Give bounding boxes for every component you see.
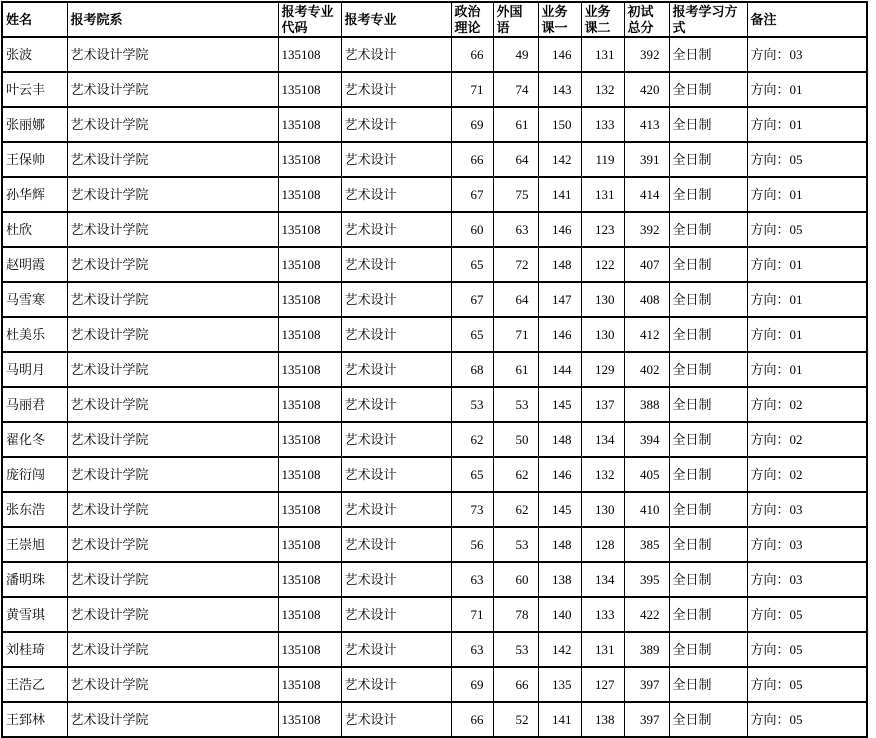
cell-study-mode: 全日制	[669, 317, 747, 352]
cell-total-score: 394	[624, 422, 669, 457]
cell-name: 杜欣	[2, 212, 67, 247]
cell-course2-score: 137	[581, 387, 624, 422]
cell-major-code: 135108	[278, 282, 341, 317]
cell-course1-score: 146	[538, 317, 581, 352]
cell-foreign-language-score: 64	[493, 282, 538, 317]
cell-name: 张波	[2, 37, 67, 72]
cell-major: 艺术设计	[341, 247, 451, 282]
table-row	[2, 107, 867, 142]
cell-major-code: 135108	[278, 247, 341, 282]
cell-major: 艺术设计	[341, 527, 451, 562]
cell-study-mode: 全日制	[669, 352, 747, 387]
cell-course1-score: 140	[538, 597, 581, 632]
cell-major-code: 135108	[278, 457, 341, 492]
table-row	[2, 457, 867, 492]
cell-total-score: 388	[624, 387, 669, 422]
cell-course2-score: 133	[581, 107, 624, 142]
cell-course1-score: 148	[538, 422, 581, 457]
cell-name: 王郅林	[2, 702, 67, 737]
cell-course2-score: 131	[581, 632, 624, 667]
cell-major-code: 135108	[278, 492, 341, 527]
cell-course1-score: 144	[538, 352, 581, 387]
cell-foreign-language-score: 53	[493, 632, 538, 667]
cell-major-code: 135108	[278, 37, 341, 72]
cell-foreign-language-score: 63	[493, 212, 538, 247]
cell-name: 潘明珠	[2, 562, 67, 597]
cell-study-mode: 全日制	[669, 142, 747, 177]
cell-course2-score: 130	[581, 492, 624, 527]
cell-foreign-language-score: 78	[493, 597, 538, 632]
cell-department: 艺术设计学院	[67, 177, 278, 212]
cell-remarks: 方向：02	[747, 457, 867, 492]
cell-course1-score: 143	[538, 72, 581, 107]
column-header-course2-score: 业务课二	[581, 2, 624, 37]
cell-department: 艺术设计学院	[67, 212, 278, 247]
cell-course2-score: 132	[581, 72, 624, 107]
cell-course2-score: 130	[581, 317, 624, 352]
cell-remarks: 方向：05	[747, 667, 867, 702]
table-row	[2, 37, 867, 72]
table-row	[2, 72, 867, 107]
cell-total-score: 392	[624, 37, 669, 72]
cell-study-mode: 全日制	[669, 702, 747, 737]
cell-major-code: 135108	[278, 632, 341, 667]
cell-foreign-language-score: 75	[493, 177, 538, 212]
cell-major: 艺术设计	[341, 72, 451, 107]
cell-remarks: 方向：01	[747, 72, 867, 107]
cell-course1-score: 142	[538, 142, 581, 177]
cell-foreign-language-score: 71	[493, 317, 538, 352]
cell-name: 庞衍闯	[2, 457, 67, 492]
cell-major-code: 135108	[278, 177, 341, 212]
cell-politics-score: 69	[451, 107, 493, 142]
cell-major: 艺术设计	[341, 37, 451, 72]
column-header-major: 报考专业	[341, 2, 451, 37]
cell-major-code: 135108	[278, 387, 341, 422]
table-row	[2, 667, 867, 702]
table-row	[2, 492, 867, 527]
cell-total-score: 389	[624, 632, 669, 667]
cell-course2-score: 134	[581, 562, 624, 597]
cell-total-score: 422	[624, 597, 669, 632]
cell-major: 艺术设计	[341, 457, 451, 492]
cell-politics-score: 63	[451, 562, 493, 597]
cell-total-score: 402	[624, 352, 669, 387]
table-row	[2, 597, 867, 632]
cell-major: 艺术设计	[341, 632, 451, 667]
cell-politics-score: 68	[451, 352, 493, 387]
cell-major-code: 135108	[278, 72, 341, 107]
cell-politics-score: 66	[451, 142, 493, 177]
cell-study-mode: 全日制	[669, 177, 747, 212]
cell-remarks: 方向：02	[747, 422, 867, 457]
cell-study-mode: 全日制	[669, 387, 747, 422]
cell-name: 王崇旭	[2, 527, 67, 562]
cell-remarks: 方向：05	[747, 142, 867, 177]
table-row	[2, 387, 867, 422]
cell-remarks: 方向：05	[747, 597, 867, 632]
cell-name: 王浩乙	[2, 667, 67, 702]
cell-politics-score: 67	[451, 282, 493, 317]
cell-course2-score: 122	[581, 247, 624, 282]
cell-remarks: 方向：05	[747, 212, 867, 247]
cell-major: 艺术设计	[341, 702, 451, 737]
cell-major-code: 135108	[278, 702, 341, 737]
cell-study-mode: 全日制	[669, 72, 747, 107]
cell-major-code: 135108	[278, 142, 341, 177]
cell-remarks: 方向：03	[747, 562, 867, 597]
cell-politics-score: 62	[451, 422, 493, 457]
cell-foreign-language-score: 72	[493, 247, 538, 282]
cell-name: 马雪寒	[2, 282, 67, 317]
cell-name: 马丽君	[2, 387, 67, 422]
cell-study-mode: 全日制	[669, 282, 747, 317]
cell-department: 艺术设计学院	[67, 317, 278, 352]
cell-department: 艺术设计学院	[67, 72, 278, 107]
cell-politics-score: 69	[451, 667, 493, 702]
cell-major: 艺术设计	[341, 177, 451, 212]
cell-course1-score: 141	[538, 177, 581, 212]
cell-politics-score: 63	[451, 632, 493, 667]
cell-study-mode: 全日制	[669, 212, 747, 247]
cell-major: 艺术设计	[341, 317, 451, 352]
cell-major: 艺术设计	[341, 142, 451, 177]
cell-major: 艺术设计	[341, 492, 451, 527]
cell-course1-score: 142	[538, 632, 581, 667]
cell-major-code: 135108	[278, 527, 341, 562]
cell-study-mode: 全日制	[669, 562, 747, 597]
cell-remarks: 方向：01	[747, 317, 867, 352]
cell-course2-score: 131	[581, 177, 624, 212]
table-row	[2, 527, 867, 562]
cell-study-mode: 全日制	[669, 492, 747, 527]
cell-total-score: 420	[624, 72, 669, 107]
cell-major-code: 135108	[278, 352, 341, 387]
cell-politics-score: 65	[451, 457, 493, 492]
cell-course2-score: 123	[581, 212, 624, 247]
cell-course1-score: 147	[538, 282, 581, 317]
cell-major-code: 135108	[278, 597, 341, 632]
cell-total-score: 413	[624, 107, 669, 142]
cell-major-code: 135108	[278, 562, 341, 597]
cell-department: 艺术设计学院	[67, 107, 278, 142]
cell-major: 艺术设计	[341, 282, 451, 317]
cell-course1-score: 135	[538, 667, 581, 702]
cell-foreign-language-score: 64	[493, 142, 538, 177]
cell-major: 艺术设计	[341, 212, 451, 247]
cell-course2-score: 119	[581, 142, 624, 177]
cell-study-mode: 全日制	[669, 667, 747, 702]
cell-foreign-language-score: 52	[493, 702, 538, 737]
table-row	[2, 212, 867, 247]
cell-study-mode: 全日制	[669, 597, 747, 632]
cell-department: 艺术设计学院	[67, 282, 278, 317]
cell-department: 艺术设计学院	[67, 562, 278, 597]
cell-total-score: 385	[624, 527, 669, 562]
cell-remarks: 方向：02	[747, 387, 867, 422]
cell-total-score: 405	[624, 457, 669, 492]
cell-course1-score: 145	[538, 492, 581, 527]
cell-politics-score: 66	[451, 37, 493, 72]
cell-remarks: 方向：01	[747, 107, 867, 142]
cell-study-mode: 全日制	[669, 422, 747, 457]
cell-total-score: 391	[624, 142, 669, 177]
cell-politics-score: 65	[451, 247, 493, 282]
cell-major-code: 135108	[278, 422, 341, 457]
cell-major-code: 135108	[278, 667, 341, 702]
cell-foreign-language-score: 49	[493, 37, 538, 72]
cell-foreign-language-score: 66	[493, 667, 538, 702]
column-header-total-score: 初试总分	[624, 2, 669, 37]
cell-department: 艺术设计学院	[67, 457, 278, 492]
cell-name: 马明月	[2, 352, 67, 387]
cell-total-score: 395	[624, 562, 669, 597]
cell-department: 艺术设计学院	[67, 352, 278, 387]
cell-politics-score: 71	[451, 597, 493, 632]
cell-course2-score: 134	[581, 422, 624, 457]
cell-course1-score: 146	[538, 37, 581, 72]
cell-study-mode: 全日制	[669, 247, 747, 282]
cell-major: 艺术设计	[341, 597, 451, 632]
cell-department: 艺术设计学院	[67, 667, 278, 702]
cell-foreign-language-score: 62	[493, 457, 538, 492]
cell-department: 艺术设计学院	[67, 37, 278, 72]
table-row	[2, 142, 867, 177]
cell-foreign-language-score: 62	[493, 492, 538, 527]
cell-politics-score: 56	[451, 527, 493, 562]
cell-remarks: 方向：01	[747, 282, 867, 317]
cell-department: 艺术设计学院	[67, 422, 278, 457]
cell-remarks: 方向：01	[747, 247, 867, 282]
cell-course1-score: 145	[538, 387, 581, 422]
cell-major: 艺术设计	[341, 562, 451, 597]
cell-major: 艺术设计	[341, 387, 451, 422]
cell-course2-score: 129	[581, 352, 624, 387]
column-header-course1-score: 业务课一	[538, 2, 581, 37]
table-row	[2, 317, 867, 352]
cell-study-mode: 全日制	[669, 527, 747, 562]
cell-politics-score: 53	[451, 387, 493, 422]
cell-study-mode: 全日制	[669, 457, 747, 492]
cell-study-mode: 全日制	[669, 107, 747, 142]
cell-course2-score: 132	[581, 457, 624, 492]
cell-department: 艺术设计学院	[67, 527, 278, 562]
column-header-foreign-language-score: 外国语	[493, 2, 538, 37]
cell-course2-score: 131	[581, 37, 624, 72]
cell-name: 翟化冬	[2, 422, 67, 457]
cell-foreign-language-score: 61	[493, 107, 538, 142]
table-row	[2, 177, 867, 212]
cell-name: 叶云丰	[2, 72, 67, 107]
cell-department: 艺术设计学院	[67, 387, 278, 422]
cell-name: 张东浩	[2, 492, 67, 527]
cell-course1-score: 148	[538, 247, 581, 282]
table-body	[2, 37, 867, 737]
cell-course1-score: 146	[538, 457, 581, 492]
cell-major-code: 135108	[278, 317, 341, 352]
cell-course2-score: 133	[581, 597, 624, 632]
cell-foreign-language-score: 74	[493, 72, 538, 107]
cell-remarks: 方向：03	[747, 527, 867, 562]
cell-politics-score: 60	[451, 212, 493, 247]
cell-name: 张丽娜	[2, 107, 67, 142]
cell-total-score: 397	[624, 702, 669, 737]
cell-major: 艺术设计	[341, 422, 451, 457]
cell-name: 赵明霞	[2, 247, 67, 282]
column-header-department: 报考院系	[67, 2, 278, 37]
cell-remarks: 方向：01	[747, 177, 867, 212]
cell-name: 刘桂琦	[2, 632, 67, 667]
cell-politics-score: 71	[451, 72, 493, 107]
cell-name: 孙华辉	[2, 177, 67, 212]
cell-department: 艺术设计学院	[67, 702, 278, 737]
cell-study-mode: 全日制	[669, 37, 747, 72]
cell-major: 艺术设计	[341, 352, 451, 387]
table-row	[2, 562, 867, 597]
column-header-major-code: 报考专业代码	[278, 2, 341, 37]
cell-name: 黄雪琪	[2, 597, 67, 632]
cell-foreign-language-score: 53	[493, 527, 538, 562]
cell-politics-score: 65	[451, 317, 493, 352]
cell-course1-score: 150	[538, 107, 581, 142]
cell-total-score: 414	[624, 177, 669, 212]
column-header-study-mode: 报考学习方式	[669, 2, 747, 37]
cell-name: 杜美乐	[2, 317, 67, 352]
cell-major: 艺术设计	[341, 107, 451, 142]
cell-remarks: 方向：05	[747, 632, 867, 667]
cell-course1-score: 146	[538, 212, 581, 247]
cell-department: 艺术设计学院	[67, 247, 278, 282]
cell-politics-score: 67	[451, 177, 493, 212]
cell-total-score: 408	[624, 282, 669, 317]
cell-total-score: 410	[624, 492, 669, 527]
header-row	[2, 2, 867, 37]
cell-department: 艺术设计学院	[67, 632, 278, 667]
cell-total-score: 412	[624, 317, 669, 352]
cell-name: 王保帅	[2, 142, 67, 177]
cell-total-score: 397	[624, 667, 669, 702]
cell-study-mode: 全日制	[669, 632, 747, 667]
table-row	[2, 352, 867, 387]
table-row	[2, 247, 867, 282]
cell-major: 艺术设计	[341, 667, 451, 702]
cell-foreign-language-score: 50	[493, 422, 538, 457]
cell-course1-score: 141	[538, 702, 581, 737]
cell-major-code: 135108	[278, 212, 341, 247]
cell-course2-score: 128	[581, 527, 624, 562]
column-header-politics-score: 政治理论	[451, 2, 493, 37]
cell-department: 艺术设计学院	[67, 142, 278, 177]
cell-total-score: 392	[624, 212, 669, 247]
admission-scores-table	[1, 1, 868, 738]
cell-course2-score: 130	[581, 282, 624, 317]
cell-remarks: 方向：01	[747, 352, 867, 387]
cell-remarks: 方向：03	[747, 37, 867, 72]
column-header-remarks: 备注	[747, 2, 867, 37]
cell-course1-score: 138	[538, 562, 581, 597]
table-row	[2, 422, 867, 457]
cell-politics-score: 66	[451, 702, 493, 737]
cell-foreign-language-score: 60	[493, 562, 538, 597]
cell-total-score: 407	[624, 247, 669, 282]
table-row	[2, 282, 867, 317]
cell-course2-score: 127	[581, 667, 624, 702]
table-row	[2, 702, 867, 737]
cell-course2-score: 138	[581, 702, 624, 737]
cell-foreign-language-score: 61	[493, 352, 538, 387]
cell-remarks: 方向：03	[747, 492, 867, 527]
cell-major-code: 135108	[278, 107, 341, 142]
cell-course1-score: 148	[538, 527, 581, 562]
cell-politics-score: 73	[451, 492, 493, 527]
cell-department: 艺术设计学院	[67, 492, 278, 527]
cell-foreign-language-score: 53	[493, 387, 538, 422]
cell-remarks: 方向：05	[747, 702, 867, 737]
table-row	[2, 632, 867, 667]
column-header-name: 姓名	[2, 2, 67, 37]
cell-department: 艺术设计学院	[67, 597, 278, 632]
